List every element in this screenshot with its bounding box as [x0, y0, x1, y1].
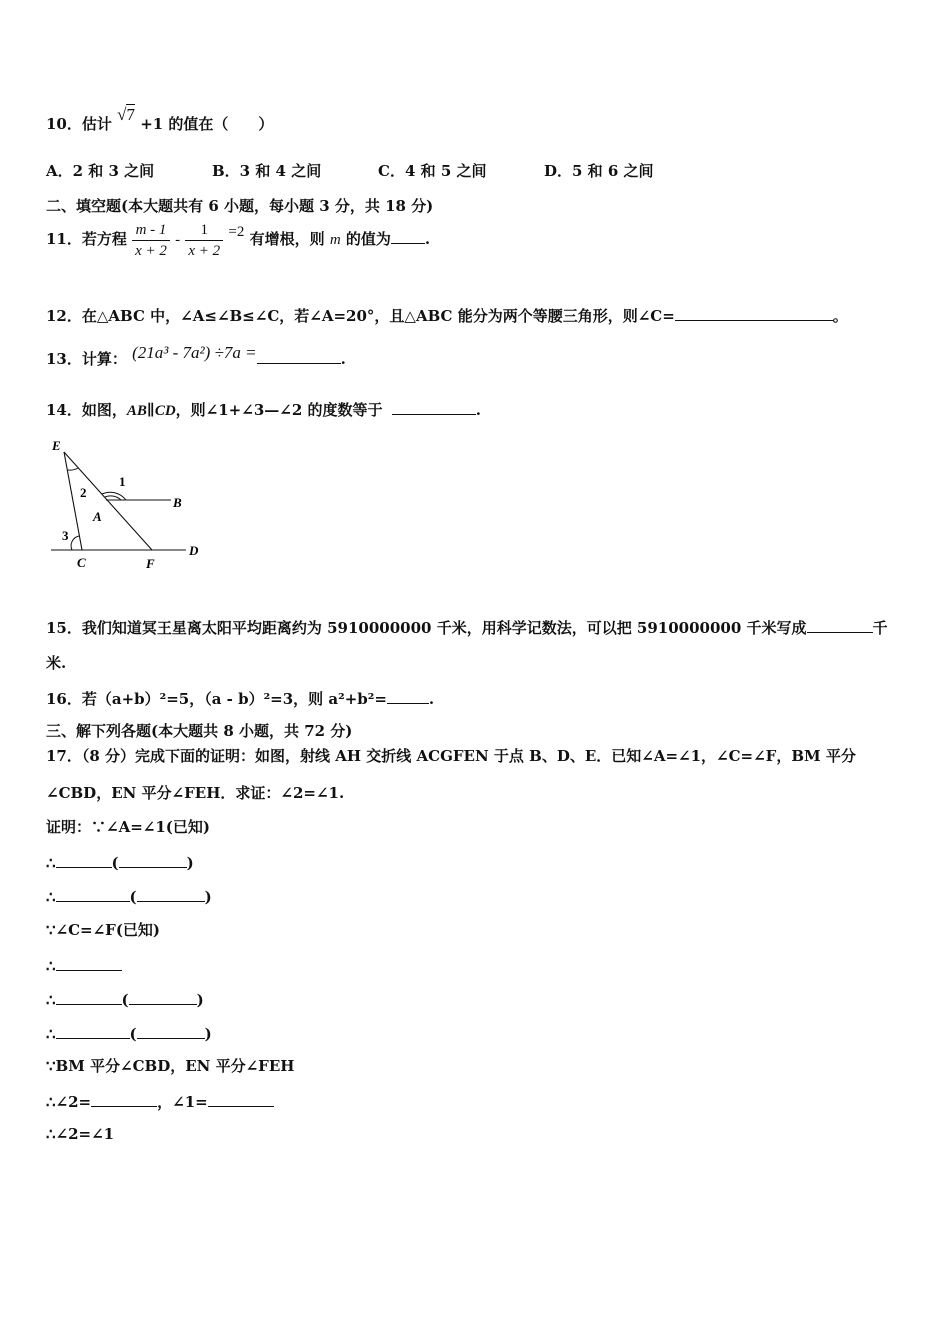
- proof-step-6-prefix: ∴: [46, 991, 56, 1009]
- q11-minus: -: [175, 232, 181, 248]
- proof-step-5: [46, 954, 122, 976]
- section-3-heading: 三、解下列各题(本大题共 8 小题，共 72 分): [46, 722, 353, 740]
- q11-frac2-num: 1: [185, 220, 223, 241]
- q11-line: [46, 218, 430, 261]
- q11-fraction-1: [132, 220, 170, 261]
- q16-end: .: [428, 690, 435, 708]
- proof-step-10: ∴∠2=∠1: [46, 1125, 115, 1143]
- q11-var: m: [329, 232, 341, 248]
- q16-text: 16．若（a+b）²=5，（a - b）²=3，则 a²+b²=: [46, 690, 387, 708]
- proof-step-9-blank-angle1[interactable]: [208, 1090, 274, 1107]
- section-2-heading: 二、填空题(本大题共有 6 小题，每小题 3 分，共 18 分): [46, 197, 434, 215]
- proof-step-3-reason-blank[interactable]: [137, 885, 205, 902]
- q13-expression: (21a³ - 7a²) ÷7a =: [132, 343, 257, 362]
- proof-step-7-prefix: ∴: [46, 1025, 56, 1043]
- q10-options: [46, 161, 654, 181]
- q10-radicand: 7: [126, 105, 135, 124]
- proof-step-9-blank-angle2[interactable]: [91, 1090, 157, 1107]
- q15-answer-blank[interactable]: [807, 616, 873, 633]
- q10-option-a: A．2 和 3 之间: [46, 162, 155, 180]
- proof-step-2-prefix: ∴: [46, 854, 56, 872]
- q14-prefix: 14．如图，: [46, 401, 127, 419]
- fig-arc-2: [68, 468, 78, 470]
- proof-step-9-mid: ，∠1=: [157, 1093, 208, 1111]
- proof-step-6-blank[interactable]: [56, 988, 122, 1005]
- q13-end: .: [340, 350, 346, 368]
- proof-step-2-paren-open: (: [111, 854, 119, 872]
- q10-line: [46, 105, 274, 134]
- proof-step-5-prefix: ∴: [46, 957, 56, 975]
- q12-line: [46, 304, 848, 326]
- q10-option-d: D．5 和 6 之间: [544, 162, 654, 180]
- q11-equals: =2: [228, 224, 245, 240]
- q14-condition: AB∥CD: [126, 403, 176, 419]
- proof-step-7-paren-close: ): [204, 1025, 212, 1043]
- fig-label-3: 3: [62, 528, 69, 543]
- proof-step-9: [46, 1090, 274, 1112]
- q12-end: 。: [832, 307, 848, 325]
- q14-answer-blank[interactable]: [392, 398, 476, 415]
- q15-line-1: [46, 616, 888, 638]
- q11-prefix: 11．若方程: [46, 230, 127, 248]
- q17-line-2: ∠CBD，EN 平分∠FEH．求证：∠2=∠1.: [46, 784, 345, 802]
- fig-arc-3: [71, 536, 79, 550]
- proof-step-8: ∵BM 平分∠CBD，EN 平分∠FEH: [46, 1057, 295, 1075]
- q14-end: .: [475, 401, 481, 419]
- proof-step-1: 证明：∵∠A=∠1(已知): [46, 818, 210, 836]
- q10-sqrt: √7: [117, 105, 135, 124]
- q11-answer-blank[interactable]: [391, 227, 425, 244]
- proof-step-3: [46, 885, 212, 907]
- fig-line-ef: [64, 452, 152, 550]
- q10-prefix: 10．估计: [46, 115, 112, 133]
- q11-frac1-den: x + 2: [135, 242, 167, 259]
- proof-step-6-reason-blank[interactable]: [129, 988, 197, 1005]
- q15-line1-end: 千: [872, 619, 888, 637]
- proof-step-7-blank[interactable]: [56, 1022, 130, 1039]
- proof-step-6-paren-close: ): [196, 991, 204, 1009]
- proof-step-7: [46, 1022, 212, 1044]
- q10-option-c: C．4 和 5 之间: [378, 162, 487, 180]
- q15-text: 15．我们知道冥王星离太阳平均距离约为 5910000000 千米，用科学记数法，可以把 5910000000 千米写成: [46, 619, 807, 637]
- fig-label-d: D: [189, 543, 199, 558]
- fig-arc-1-inner: [105, 496, 121, 500]
- q11-suffix2: 的值为: [345, 230, 391, 248]
- q12-text: 12．在△ABC 中，∠A≤∠B≤∠C，若∠A=20°，且△ABC 能分为两个等腰三角形，则∠C=: [46, 307, 675, 325]
- proof-step-6-paren-open: (: [121, 991, 129, 1009]
- q11-frac1-num: m - 1: [132, 220, 170, 241]
- proof-step-2: [46, 851, 194, 873]
- fig-label-a: A: [93, 509, 102, 524]
- q16-line: [46, 687, 434, 709]
- proof-step-3-paren-open: (: [129, 888, 137, 906]
- q12-answer-blank[interactable]: [675, 304, 833, 321]
- proof-step-2-blank[interactable]: [56, 851, 112, 868]
- q13-prefix: 13．计算：: [46, 350, 127, 368]
- proof-step-2-paren-close: ): [186, 854, 194, 872]
- q14-figure: [46, 434, 216, 574]
- proof-step-3-prefix: ∴: [46, 888, 56, 906]
- q11-fraction-2: [185, 220, 223, 261]
- proof-step-6: [46, 988, 204, 1010]
- q11-frac2-den: x + 2: [188, 242, 221, 259]
- proof-step-2-reason-blank[interactable]: [119, 851, 187, 868]
- q10-option-b: B．3 和 4 之间: [212, 162, 322, 180]
- q17-line-1: 17．（8 分）完成下面的证明：如图，射线 AH 交折线 ACGFEN 于点 B、D、E．已知∠A=∠1，∠C=∠F，BM 平分: [46, 747, 856, 765]
- q11-end: .: [424, 230, 431, 248]
- q16-answer-blank[interactable]: [387, 687, 429, 704]
- fig-label-e: E: [52, 438, 61, 453]
- fig-label-1: 1: [119, 474, 126, 489]
- proof-step-7-paren-open: (: [129, 1025, 137, 1043]
- proof-step-4: ∵∠C=∠F(已知): [46, 921, 161, 939]
- q13-answer-blank[interactable]: [257, 347, 341, 364]
- proof-step-7-reason-blank[interactable]: [137, 1022, 205, 1039]
- q11-suffix: 有增根，则: [249, 230, 325, 248]
- q14-line: [46, 398, 481, 421]
- q14-suffix: ，则∠1+∠3—∠2 的度数等于: [175, 401, 383, 419]
- fig-label-f: F: [146, 556, 155, 571]
- q13-line: [46, 344, 346, 374]
- proof-step-9-prefix: ∴∠2=: [46, 1093, 92, 1111]
- q10-suffix: +1 的值在（ ）: [140, 115, 274, 133]
- q15-line-2: 米.: [46, 654, 67, 672]
- proof-step-3-blank[interactable]: [56, 885, 130, 902]
- fig-label-2: 2: [80, 485, 87, 500]
- proof-step-5-blank[interactable]: [56, 954, 122, 971]
- fig-label-b: B: [173, 495, 182, 510]
- proof-step-3-paren-close: ): [204, 888, 212, 906]
- fig-label-c: C: [77, 555, 86, 570]
